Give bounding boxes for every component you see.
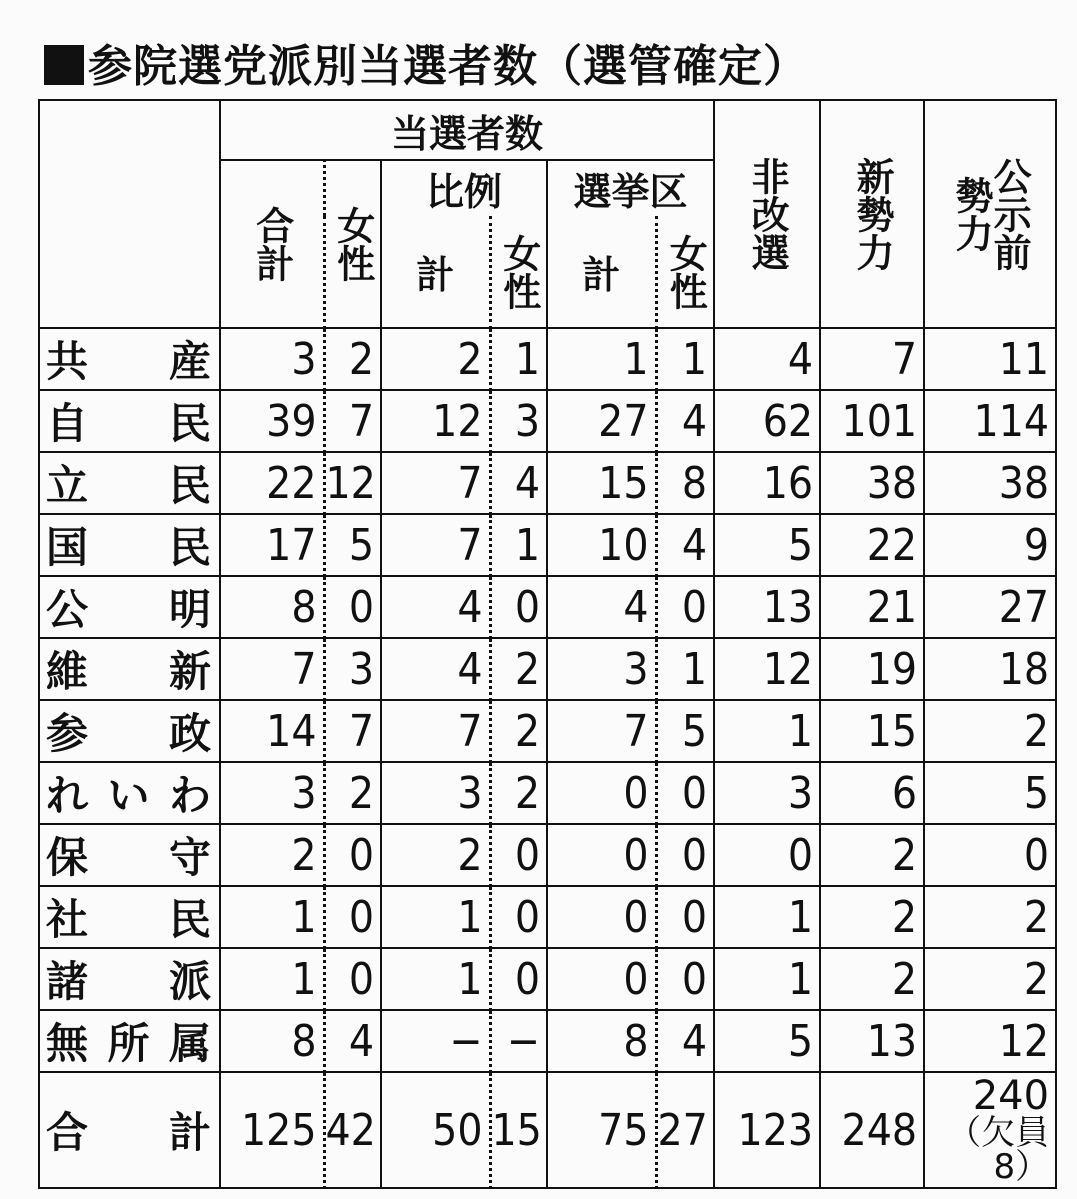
cell-pr-total: 1 <box>381 948 490 1010</box>
cell-d-total: 0 <box>547 762 656 824</box>
total-col-header <box>220 160 324 328</box>
party-name: 維 新 <box>46 647 211 696</box>
cell-d-total: 27 <box>547 390 656 452</box>
party-cell <box>39 886 220 948</box>
cell-total: 8 <box>220 1010 324 1072</box>
district-subtotal-header: 計 <box>547 216 656 328</box>
cell-pre: 11 <box>924 328 1056 390</box>
cell-d-total: 7 <box>547 700 656 762</box>
title-text: 参院選党派別当選者数（選管確定） <box>88 41 808 92</box>
cell-pre: 18 <box>924 638 1056 700</box>
cell-pre: 0 <box>924 824 1056 886</box>
party-name: 保 守 <box>46 833 211 882</box>
cell-d-female: 1 <box>656 638 714 700</box>
cell-pr-female: 0 <box>490 886 547 948</box>
table-row <box>39 762 1056 824</box>
cell-total: 7 <box>220 638 324 700</box>
vacancy-note: （欠員8） <box>947 1113 1050 1187</box>
cell-total: 2 <box>220 824 324 886</box>
cell-non: 1 <box>714 700 820 762</box>
total-female: 42 <box>324 1072 381 1188</box>
table-row <box>39 948 1056 1010</box>
cell-pre: 27 <box>924 576 1056 638</box>
cell-new: 38 <box>820 452 924 514</box>
cell-pr-female: 0 <box>490 824 547 886</box>
total-new: 248 <box>820 1072 924 1188</box>
cell-new: 15 <box>820 700 924 762</box>
cell-new: 101 <box>820 390 924 452</box>
cell-female: 2 <box>324 762 381 824</box>
total-d-female: 27 <box>656 1072 714 1188</box>
cell-d-female: 0 <box>656 886 714 948</box>
party-cell <box>39 390 220 452</box>
cell-female: 7 <box>324 700 381 762</box>
cell-new: 2 <box>820 948 924 1010</box>
total-non: 123 <box>714 1072 820 1188</box>
cell-new: 7 <box>820 328 924 390</box>
cell-d-total: 0 <box>547 824 656 886</box>
table-row <box>39 576 1056 638</box>
cell-pre: 2 <box>924 886 1056 948</box>
cell-total: 39 <box>220 390 324 452</box>
cell-non: 16 <box>714 452 820 514</box>
cell-pr-total: 4 <box>381 576 490 638</box>
cell-d-total: 0 <box>547 886 656 948</box>
cell-pre: 9 <box>924 514 1056 576</box>
table-row <box>39 328 1056 390</box>
cell-pr-total: 7 <box>381 700 490 762</box>
cell-pr-female: 2 <box>490 638 547 700</box>
cell-pr-female: 0 <box>490 948 547 1010</box>
party-name: 立 民 <box>46 461 211 510</box>
cell-d-female: 5 <box>656 700 714 762</box>
cell-non: 1 <box>714 948 820 1010</box>
cell-pr-female: 2 <box>490 700 547 762</box>
district-female-header <box>656 216 714 328</box>
cell-female: 0 <box>324 576 381 638</box>
party-cell <box>39 1072 220 1188</box>
cell-total: 1 <box>220 948 324 1010</box>
cell-pre: 114 <box>924 390 1056 452</box>
cell-d-total: 4 <box>547 576 656 638</box>
cell-total: 14 <box>220 700 324 762</box>
cell-d-female: 0 <box>656 948 714 1010</box>
party-name: 社 民 <box>46 895 211 944</box>
cell-total: 22 <box>220 452 324 514</box>
cell-d-female: 4 <box>656 514 714 576</box>
cell-female: 4 <box>324 1010 381 1072</box>
cell-pre: 2 <box>924 700 1056 762</box>
cell-new: 13 <box>820 1010 924 1072</box>
cell-d-female: 0 <box>656 762 714 824</box>
party-cell <box>39 452 220 514</box>
winners-group-header: 当選者数 <box>220 100 714 160</box>
party-cell <box>39 700 220 762</box>
cell-non: 12 <box>714 638 820 700</box>
table-row <box>39 824 1056 886</box>
cell-non: 5 <box>714 1010 820 1072</box>
party-cell <box>39 638 220 700</box>
female-col-header <box>324 160 381 328</box>
cell-d-total: 1 <box>547 328 656 390</box>
cell-total: 3 <box>220 328 324 390</box>
pr-female-header <box>490 216 547 328</box>
cell-pr-female: 1 <box>490 328 547 390</box>
cell-d-total: 3 <box>547 638 656 700</box>
cell-pr-total: 2 <box>381 328 490 390</box>
cell-d-female: 8 <box>656 452 714 514</box>
pre-announce-label: 公示前勢力 <box>949 157 1032 271</box>
party-cell <box>39 328 220 390</box>
pre-announce-header <box>924 100 1056 328</box>
cell-d-total: 15 <box>547 452 656 514</box>
results-table <box>38 99 1057 1189</box>
cell-new: 2 <box>820 886 924 948</box>
table-row <box>39 390 1056 452</box>
party-name: 公 明 <box>46 585 211 634</box>
table-row <box>39 514 1056 576</box>
female-col-label: 女性 <box>330 206 375 282</box>
cell-total: 8 <box>220 576 324 638</box>
party-cell <box>39 514 220 576</box>
table-row <box>39 452 1056 514</box>
cell-pr-total: 2 <box>381 824 490 886</box>
table-body <box>39 328 1056 1188</box>
cell-pr-female: 2 <box>490 762 547 824</box>
party-name: れ い わ <box>46 771 211 820</box>
cell-new: 22 <box>820 514 924 576</box>
total-pr-female: 15 <box>490 1072 547 1188</box>
cell-female: 0 <box>324 886 381 948</box>
cell-female: 7 <box>324 390 381 452</box>
cell-pr-total: 1 <box>381 886 490 948</box>
cell-female: 2 <box>324 328 381 390</box>
table-row <box>39 638 1056 700</box>
cell-pr-female: 1 <box>490 514 547 576</box>
total-row <box>39 1072 1056 1188</box>
cell-d-female: 0 <box>656 576 714 638</box>
cell-pre: 38 <box>924 452 1056 514</box>
table-row <box>39 1010 1056 1072</box>
new-strength-header <box>820 100 924 328</box>
party-name: 自 民 <box>46 399 211 448</box>
total-col-label: 合計 <box>249 206 294 282</box>
party-cell <box>39 948 220 1010</box>
square-bullet-icon <box>44 45 84 85</box>
total-pre-value: 240 <box>972 1073 1050 1119</box>
cell-pr-total: 4 <box>381 638 490 700</box>
cell-d-female: 0 <box>656 824 714 886</box>
party-name: 諸 派 <box>46 957 211 1006</box>
cell-new: 21 <box>820 576 924 638</box>
cell-d-female: 1 <box>656 328 714 390</box>
cell-pre: 12 <box>924 1010 1056 1072</box>
pr-female-label: 女性 <box>496 233 541 310</box>
cell-total: 3 <box>220 762 324 824</box>
new-strength-label: 新勢力 <box>850 157 895 271</box>
party-name: 共 産 <box>46 337 211 386</box>
cell-non: 3 <box>714 762 820 824</box>
total-d-total: 75 <box>547 1072 656 1188</box>
cell-female: 0 <box>324 824 381 886</box>
district-female-label: 女性 <box>663 233 708 310</box>
district-group-header: 選挙区 <box>547 160 714 216</box>
cell-pre: 2 <box>924 948 1056 1010</box>
cell-d-total: 10 <box>547 514 656 576</box>
party-name: 参 政 <box>46 709 211 758</box>
cell-pr-total: 3 <box>381 762 490 824</box>
cell-d-total: 8 <box>547 1010 656 1072</box>
cell-total: 17 <box>220 514 324 576</box>
table-title <box>44 30 808 94</box>
party-cell <box>39 762 220 824</box>
total-pr-total: 50 <box>381 1072 490 1188</box>
corner-cell <box>39 100 220 328</box>
cell-pr-female: − <box>490 1010 547 1072</box>
party-cell <box>39 824 220 886</box>
table-row <box>39 886 1056 948</box>
cell-d-total: 0 <box>547 948 656 1010</box>
cell-female: 5 <box>324 514 381 576</box>
cell-pr-female: 4 <box>490 452 547 514</box>
cell-pr-total: 7 <box>381 452 490 514</box>
cell-pr-female: 3 <box>490 390 547 452</box>
cell-pr-female: 0 <box>490 576 547 638</box>
cell-d-female: 4 <box>656 1010 714 1072</box>
pr-subtotal-header: 計 <box>381 216 490 328</box>
cell-pr-total: − <box>381 1010 490 1072</box>
non-reelection-header <box>714 100 820 328</box>
cell-non: 1 <box>714 886 820 948</box>
table-row <box>39 700 1056 762</box>
cell-non: 5 <box>714 514 820 576</box>
cell-new: 19 <box>820 638 924 700</box>
cell-female: 12 <box>324 452 381 514</box>
cell-female: 0 <box>324 948 381 1010</box>
total-label: 合 計 <box>46 1108 211 1157</box>
cell-total: 1 <box>220 886 324 948</box>
cell-non: 0 <box>714 824 820 886</box>
cell-non: 62 <box>714 390 820 452</box>
party-name: 無 所 属 <box>46 1019 211 1068</box>
cell-new: 6 <box>820 762 924 824</box>
non-reelection-label: 非改選 <box>745 157 790 271</box>
party-name: 国 民 <box>46 523 211 572</box>
cell-pr-total: 12 <box>381 390 490 452</box>
cell-new: 2 <box>820 824 924 886</box>
cell-non: 13 <box>714 576 820 638</box>
cell-female: 3 <box>324 638 381 700</box>
total-total: 125 <box>220 1072 324 1188</box>
cell-d-female: 4 <box>656 390 714 452</box>
cell-pr-total: 7 <box>381 514 490 576</box>
pr-group-header: 比例 <box>381 160 547 216</box>
party-cell <box>39 1010 220 1072</box>
cell-pre: 5 <box>924 762 1056 824</box>
total-pre <box>924 1072 1056 1188</box>
cell-non: 4 <box>714 328 820 390</box>
party-cell <box>39 576 220 638</box>
